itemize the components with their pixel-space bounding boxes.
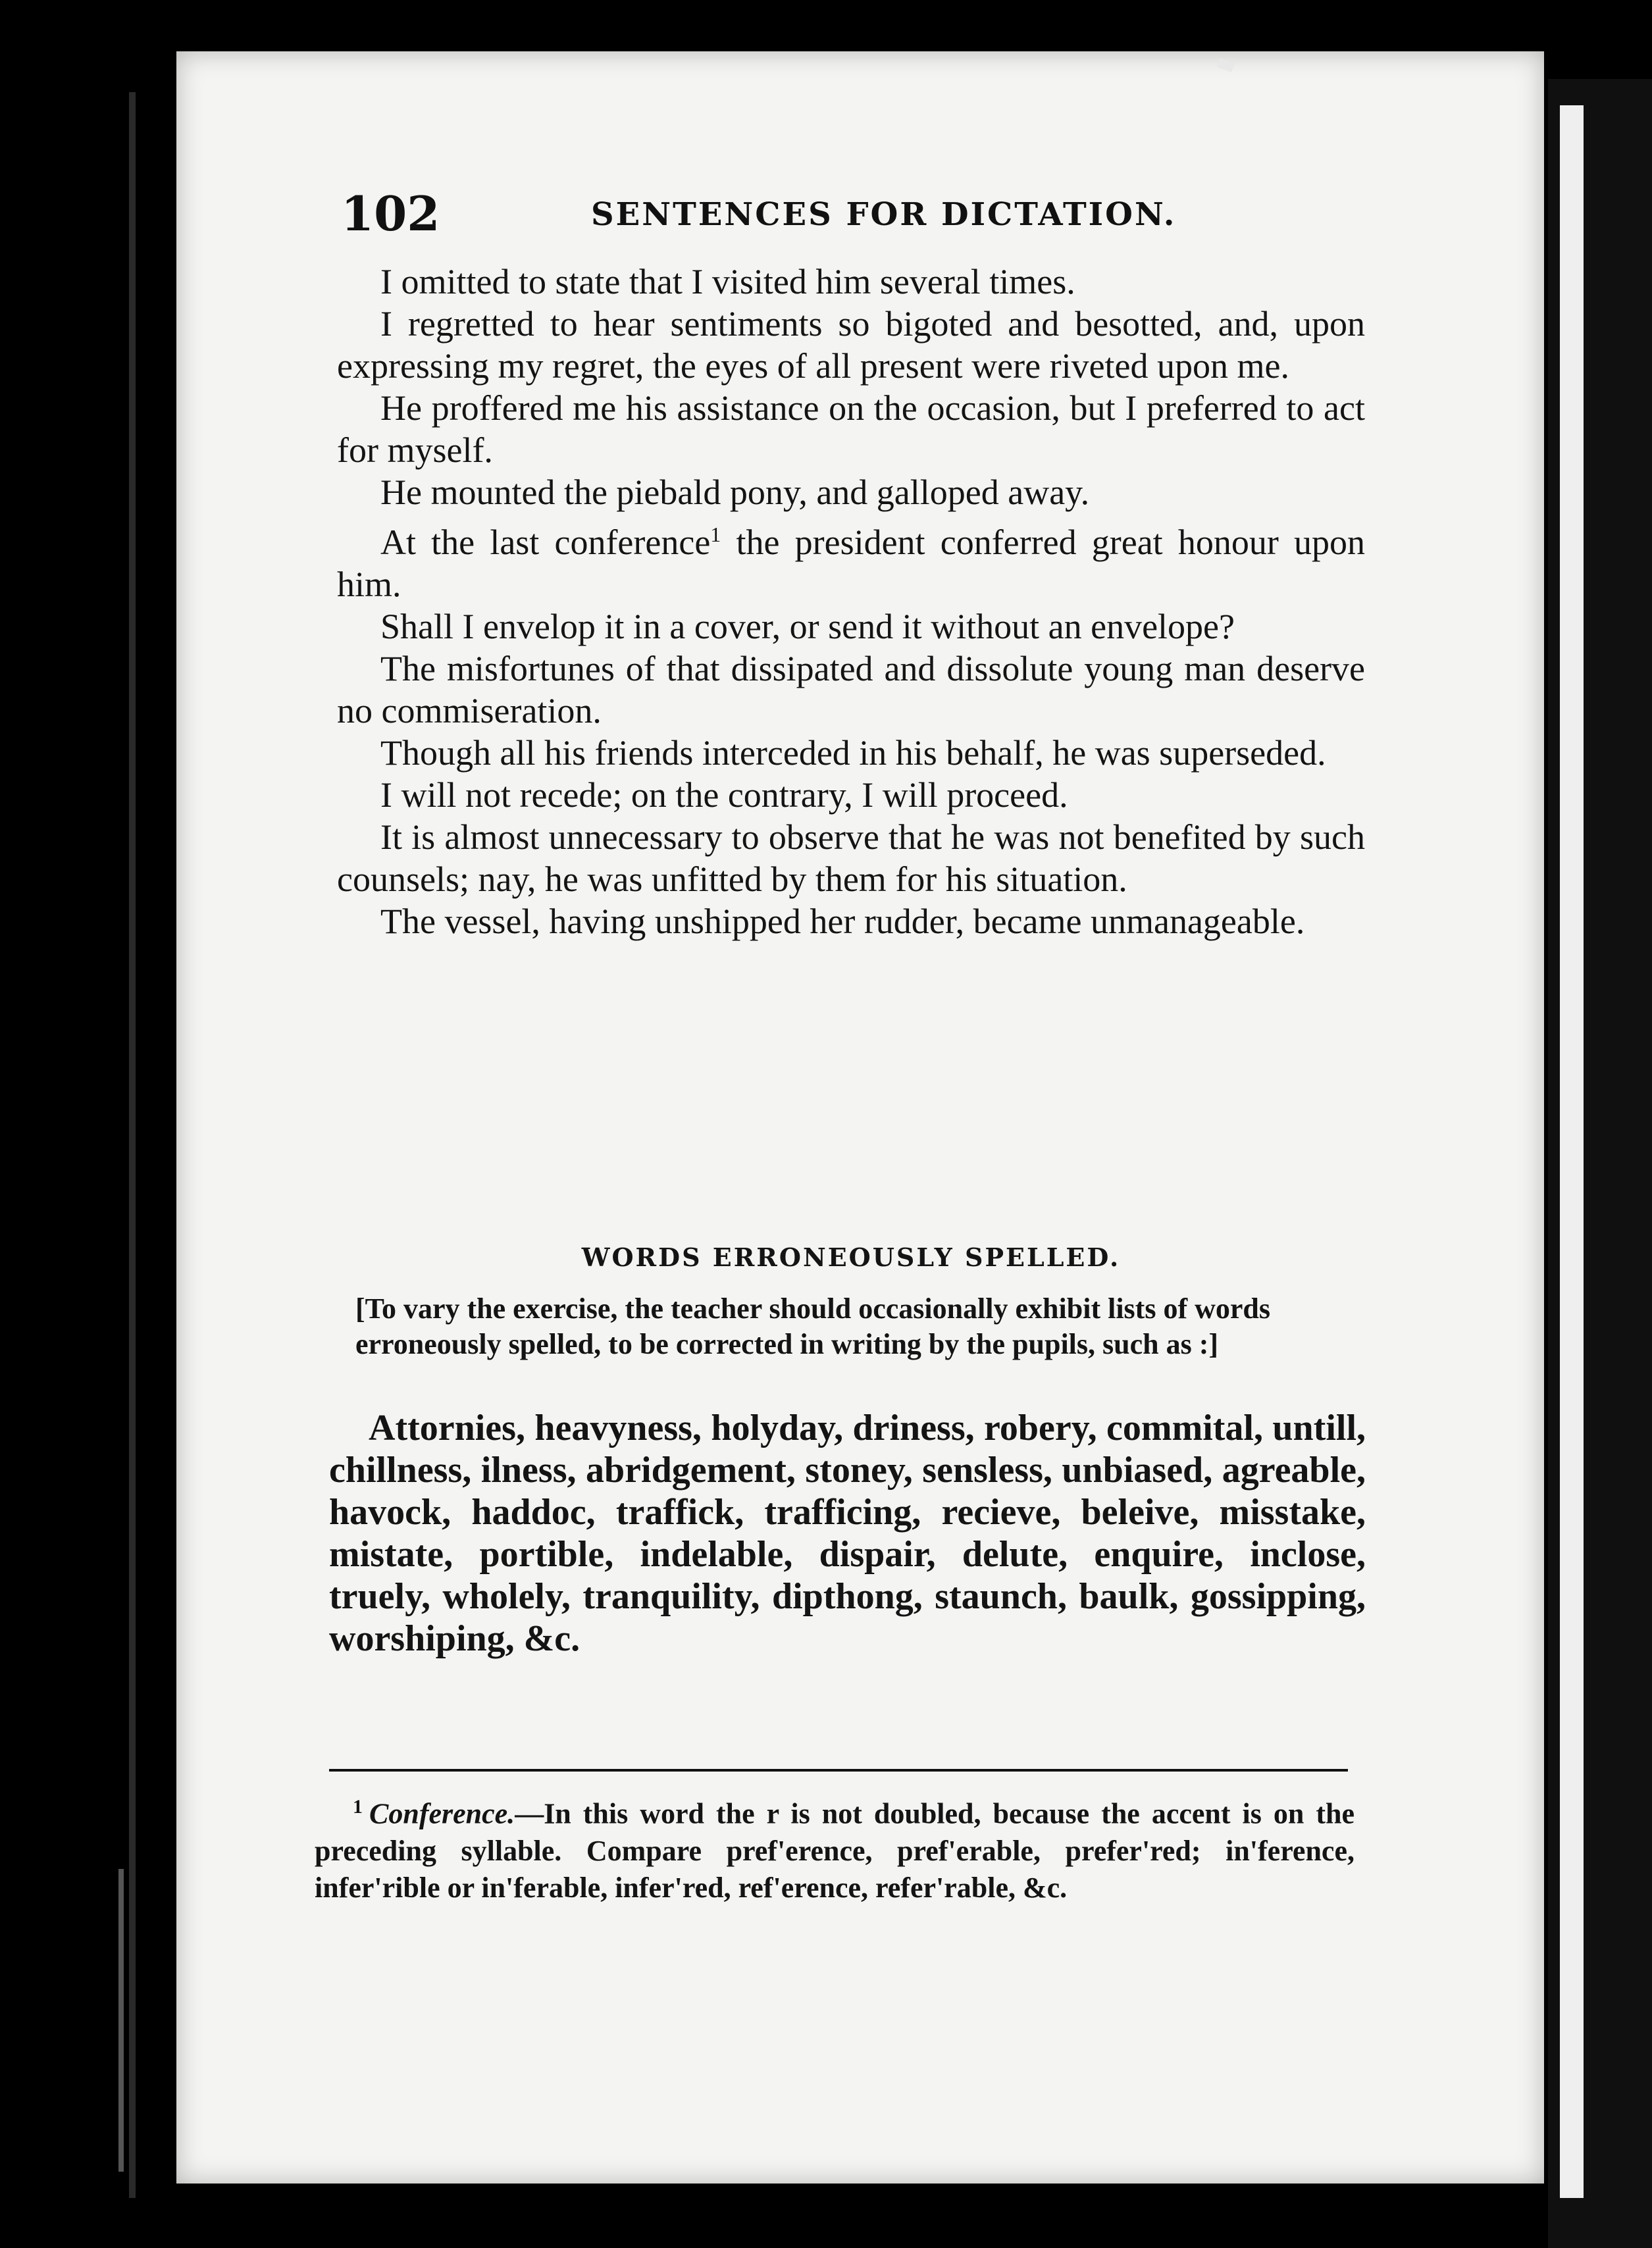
sentence: The misfortunes of that dissipated and dissolute young man deserve no commiseration. <box>337 649 1365 730</box>
sentence: The vessel, having unshipped her rudder, became unmanageable. <box>380 902 1305 941</box>
sentence: I will not recede; on the contrary, I will proceed. <box>380 775 1068 815</box>
page-header <box>341 186 1460 258</box>
adjacent-page-strip <box>1560 105 1584 2198</box>
sentence: He mounted the piebald pony, and galloped away. <box>380 473 1090 512</box>
footnote-mark: 1 <box>353 1796 363 1818</box>
sentence: He proffered me his assistance on the occasion, but I preferred to act for myself. <box>337 388 1365 470</box>
instruction-note: [To vary the exercise, the teacher should occasionally exhibit lists of words erroneously spelled, to be corrected in writing by the pupils, such as :] <box>355 1292 1270 1360</box>
page-number: 102 <box>341 186 440 242</box>
sentence: I omitted to state that I visited him several times. <box>380 262 1075 301</box>
footnote-reference: 1 <box>710 523 721 546</box>
running-head: SENTENCES FOR DICTATION. <box>591 196 1177 233</box>
footnote-text: —In this word the r is not doubled, because the accent is on the preceding syllable. Compare pref'erence, pref'erable, prefer'red; in'ference, infer'rible or in'ferable, infer'red, ref'erence, refer'rable, &c. <box>315 1797 1355 1904</box>
footnote <box>315 1789 1355 1906</box>
footnote-divider <box>329 1769 1348 1772</box>
sentence-part: At the last conference <box>380 523 711 562</box>
sentence: Shall I envelop it in a cover, or send it without an envelope? <box>380 607 1235 646</box>
sentence: I regretted to hear sentiments so bigoted and besotted, and, upon expressing my regret, the eyes of all present were riveted upon me. <box>337 304 1365 386</box>
dictation-sentences <box>337 261 1365 942</box>
footnote-term: Conference. <box>369 1797 515 1830</box>
sentence-with-footnote <box>337 513 1365 605</box>
section-heading: WORDS ERRONEOUSLY SPELLED. <box>581 1242 1121 1272</box>
sentence-part: the president conferred great honour upon him. <box>337 523 1366 604</box>
sentence: Though all his friends interceded in his behalf, he was superseded. <box>380 733 1326 773</box>
sentence: It is almost unnecessary to observe that he was not benefited by such counsels; nay, he was unfitted by them for his situation. <box>337 817 1365 899</box>
page-edge-shadow <box>129 92 136 2198</box>
page-edge-shadow-lower <box>118 1869 124 2172</box>
misspelled-word-list: Attornies, heavyness, holyday, driness, robery, commital, untill, chillness, ilness, abridgement, stoney, sensless, unbiased, agreable, havock, haddoc, traffick, trafficing, recieve, beleive, misstake, mistate, portible, indelable, dispair, delute, enquire, inclose, truely, wholely, tranquility, dipthong, staunch, baulk, gossipping, worshiping, &c. <box>329 1408 1366 1659</box>
